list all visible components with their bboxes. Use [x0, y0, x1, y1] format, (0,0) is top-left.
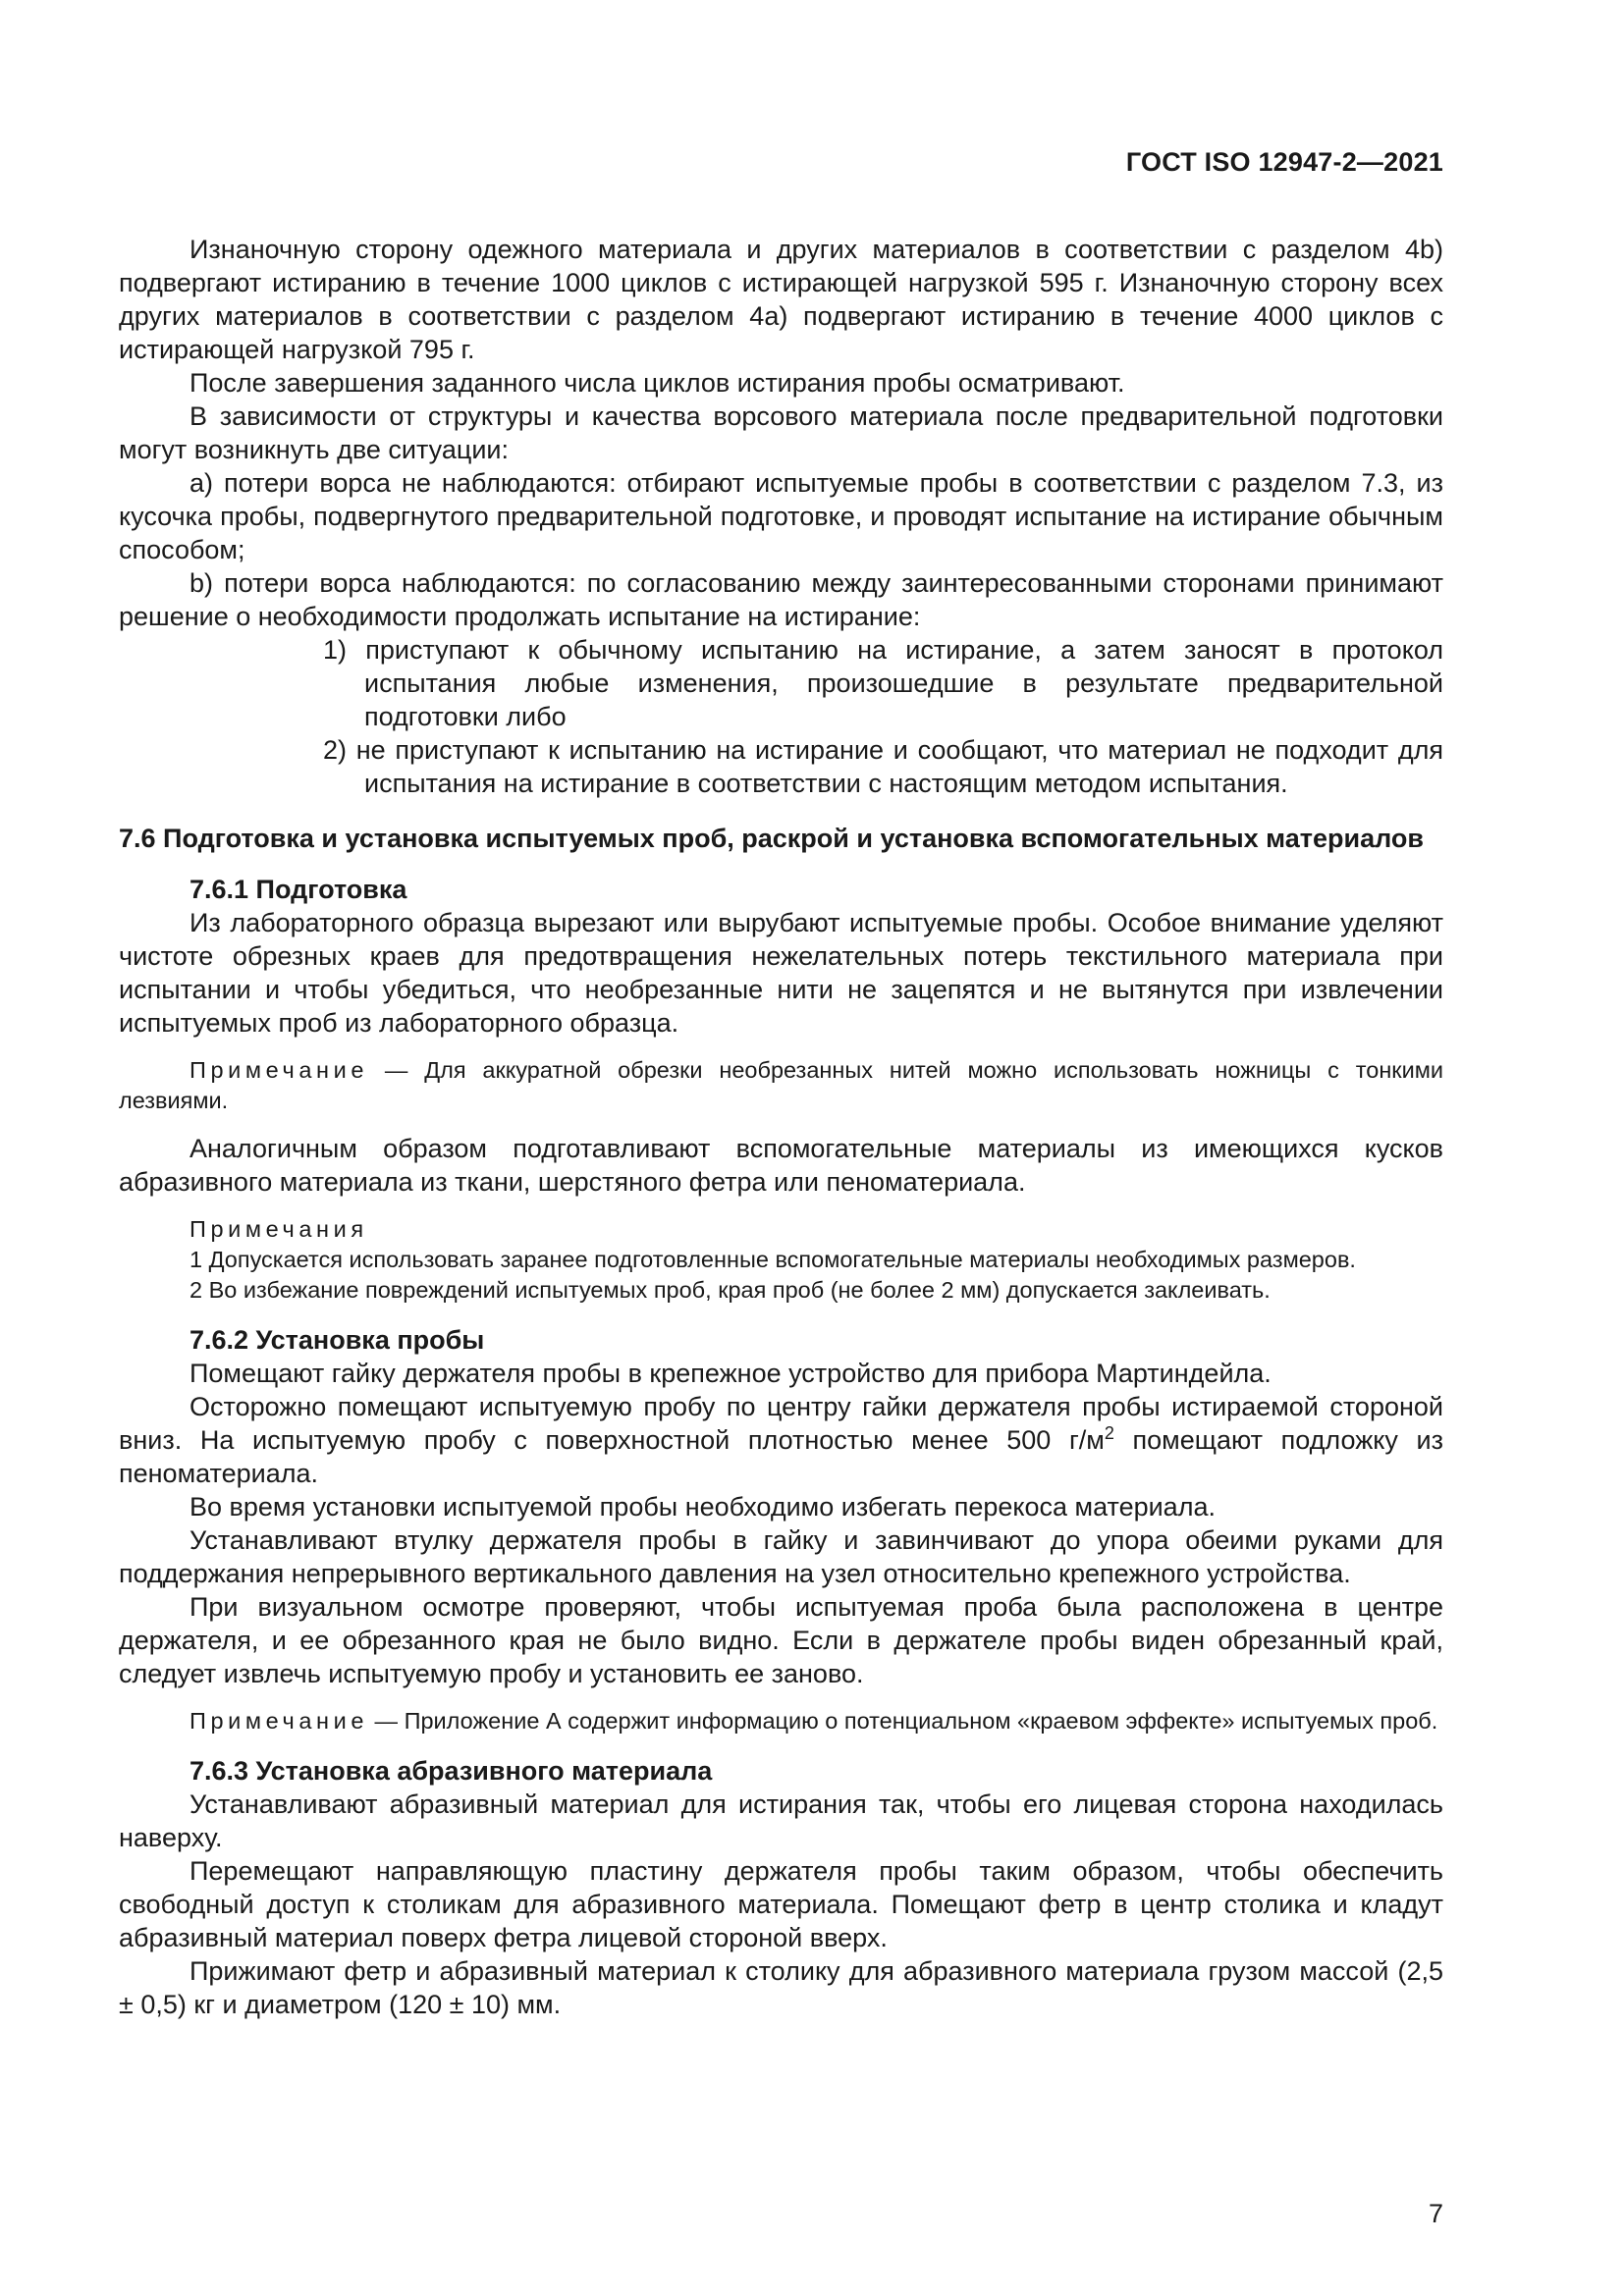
paragraph: Из лабораторного образца вырезают или вырубают испытуемые пробы. Особое внимание уделяют чистоте обрезных краев для предотвращения нежелательных потерь текстильного материала при испытании и чтобы убедиться, что необрезанные нити не зацепятся и не вытянутся при извлечении испытуемых проб из лабораторного образца. — [119, 908, 1443, 1038]
document-header: ГОСТ ISO 12947-2—2021 — [1125, 147, 1443, 177]
paragraph: Изнаночную сторону одежного материала и других материалов в соответствии с разделом 4b) подвергают истиранию в течение 1000 циклов с истирающей нагрузкой 595 г. Изнаночную сторону всех других материалов в соответствии с разделом 4a) подвергают истиранию в течение 4000 циклов с истирающей нагрузкой 795 г. — [119, 235, 1443, 364]
sub-list-item: 1) приступают к обычному испытанию на истирание, а затем заносят в протокол испытания любые изменения, произошедшие в результате предварительной подготовки либо — [323, 635, 1443, 731]
notes-block — [119, 1214, 1443, 1306]
paragraph — [119, 1390, 1443, 1490]
superscript: 2 — [1104, 1423, 1114, 1443]
paragraph: Помещают гайку держателя пробы в крепежное устройство для прибора Мартиндейла. — [189, 1359, 1272, 1388]
note-label: Примечание — [189, 1708, 369, 1734]
note-item: 2 Во избежание повреждений испытуемых проб, края проб (не более 2 мм) допускается заклеивать. — [189, 1277, 1271, 1303]
note-item: 1 Допускается использовать заранее подготовленные вспомогательные материалы необходимых размеров. — [189, 1247, 1356, 1272]
paragraph-text: Осторожно помещают испытуемую пробу по центру гайки держателя пробы истираемой стороной вниз. На испытуемую пробу с поверхностной плотностью менее 500 г/м — [119, 1392, 1443, 1455]
note — [119, 1706, 1443, 1736]
paragraph: Аналогичным образом подготавливают вспомогательные материалы из имеющихся кусков абразивного материала из ткани, шерстяного фетра или пеноматериала. — [119, 1134, 1443, 1197]
paragraph: В зависимости от структуры и качества ворсового материала после предварительной подготовки могут возникнуть две ситуации: — [119, 401, 1443, 464]
paragraph-text: помещают подложку из пеноматериала. — [119, 1425, 1443, 1488]
subsection-heading: 7.6.3 Установка абразивного материала — [189, 1756, 713, 1786]
subsection-heading: 7.6.1 Подготовка — [189, 875, 407, 904]
section-heading: 7.6 Подготовка и установка испытуемых проб, раскрой и установка вспомогательных материалов — [119, 824, 1425, 853]
note — [119, 1055, 1443, 1116]
note-text: — Приложение А содержит информацию о потенциальном «краевом эффекте» испытуемых проб. — [368, 1708, 1438, 1734]
paragraph: Во время установки испытуемой пробы необходимо избегать перекоса материала. — [189, 1492, 1216, 1522]
paragraph: При визуальном осмотре проверяют, чтобы испытуемая проба была расположена в центре держателя, и ее обрезанного края не было видно. Если в держателе пробы виден обрезанный край, следует извлечь испытуемую пробу и установить ее заново. — [119, 1592, 1443, 1688]
paragraph: После завершения заданного числа циклов истирания пробы осматривают. — [189, 368, 1125, 398]
sub-list-item: 2) не приступают к испытанию на истирание и сообщают, что материал не подходит для испытания на истирание в соответствии с настоящим методом испытания. — [323, 735, 1443, 798]
list-item: a) потери ворса не наблюдаются: отбирают испытуемые пробы в соответствии с разделом 7.3, из кусочка пробы, подвергнутого предварительной подготовке, и проводят испытание на истирание обычным способом; — [119, 468, 1443, 564]
notes-label: Примечания — [189, 1216, 368, 1242]
page-number: 7 — [1428, 2199, 1443, 2228]
subsection-heading: 7.6.2 Установка пробы — [189, 1325, 485, 1355]
paragraph: Устанавливают абразивный материал для истирания так, чтобы его лицевая сторона находилась наверху. — [119, 1789, 1443, 1852]
note-text: — Для аккуратной обрезки необрезанных нитей можно использовать ножницы с тонкими лезвиями. — [119, 1057, 1443, 1113]
list-item: b) потери ворса наблюдаются: по согласованию между заинтересованными сторонами принимают решение о необходимости продолжать испытание на истирание: — [119, 568, 1443, 631]
paragraph: Устанавливают втулку держателя пробы в гайку и завинчивают до упора обеими руками для поддержания непрерывного вертикального давления на узел относительно крепежного устройства. — [119, 1525, 1443, 1588]
note-label: Примечание — [189, 1057, 369, 1083]
paragraph: Перемещают направляющую пластину держателя пробы таким образом, чтобы обеспечить свободный доступ к столикам для абразивного материала. Помещают фетр в центр столика и кладут абразивный материал поверх фетра лицевой стороной вверх. — [119, 1856, 1443, 1952]
paragraph: Прижимают фетр и абразивный материал к столику для абразивного материала грузом массой (2,5 ± 0,5) кг и диаметром (120 ± 10) мм. — [119, 1956, 1443, 2019]
